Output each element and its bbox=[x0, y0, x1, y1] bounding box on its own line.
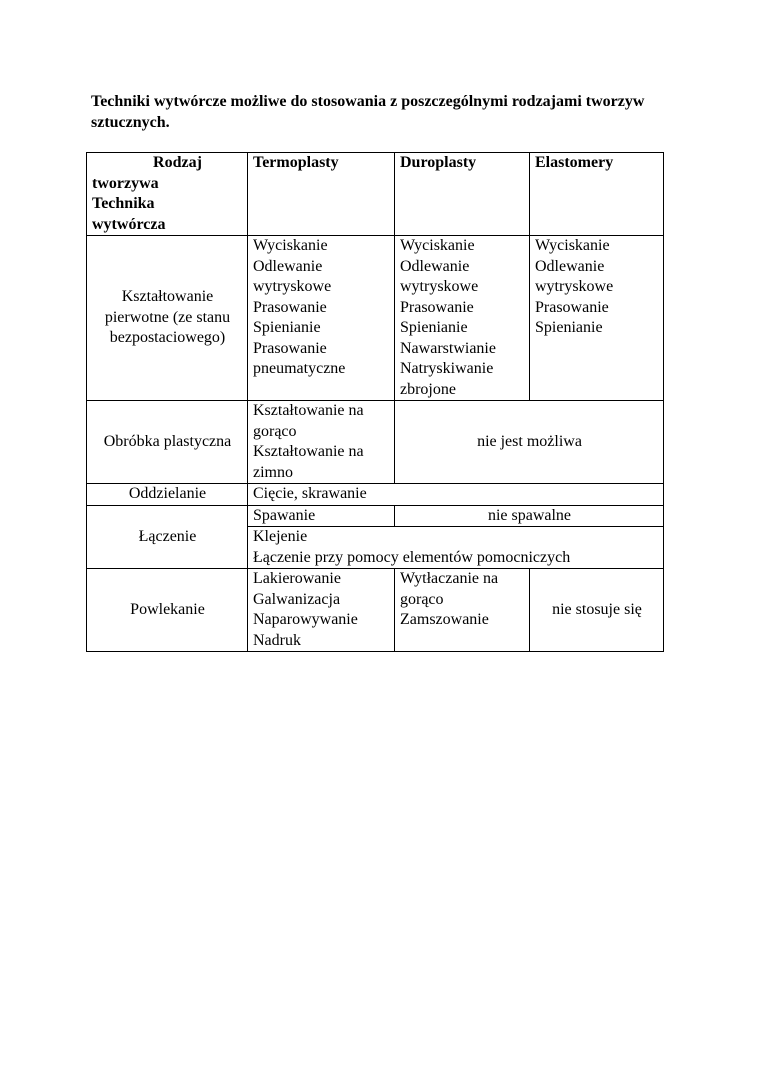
cell-obrobka-termoplasty bbox=[248, 401, 395, 484]
row-powlekanie bbox=[87, 569, 664, 652]
cell-laczenie-termoplasty: Spawanie bbox=[248, 505, 395, 527]
row-label-ksztaltowanie: Kształtowanie pierwotne (ze stanu bezpostaciowego) bbox=[87, 236, 248, 401]
cell-line: Kształtowanie na bbox=[253, 402, 364, 419]
cell-line: Prasowanie bbox=[400, 298, 474, 316]
cell-line: Wyciskanie bbox=[535, 237, 610, 254]
cell-line: Prasowanie bbox=[253, 339, 327, 357]
cell-line: Wyciskanie bbox=[253, 237, 328, 254]
cell-line: gorąco bbox=[253, 422, 297, 440]
cell-powlekanie-termoplasty bbox=[248, 569, 395, 652]
cell-line: Galwanizacja bbox=[253, 590, 341, 608]
cell-line: gorąco bbox=[400, 590, 444, 608]
cell-powlekanie-elastomery: nie stosuje się bbox=[530, 569, 664, 652]
cell-line: Nadruk bbox=[253, 631, 301, 649]
cell-line: wytryskowe bbox=[535, 278, 614, 295]
header-termoplasty: Termoplasty bbox=[248, 153, 395, 236]
cell-line: Odlewanie bbox=[253, 257, 323, 275]
cell-line: pneumatyczne bbox=[253, 360, 346, 377]
row-oddzielanie bbox=[87, 484, 664, 506]
cell-line: Naparowywanie bbox=[253, 611, 358, 628]
header-row bbox=[87, 153, 664, 236]
cell-line: Klejenie bbox=[253, 528, 308, 545]
cell-line: Kształtowanie na bbox=[253, 443, 364, 460]
row-obrobka bbox=[87, 401, 664, 484]
techniques-table bbox=[86, 152, 664, 652]
cell-line: wytryskowe bbox=[253, 278, 332, 295]
cell-laczenie-others: nie spawalne bbox=[395, 505, 664, 527]
cell-line: Prasowanie bbox=[535, 298, 609, 316]
cell-line: Lakierowanie bbox=[253, 570, 341, 587]
cell-line: Łączenie przy pomocy elementów pomocniczych bbox=[253, 548, 571, 566]
row-label-oddzielanie: Oddzielanie bbox=[87, 484, 248, 506]
cell-obrobka-others: nie jest możliwa bbox=[395, 401, 664, 484]
cell-line: Spienianie bbox=[253, 319, 321, 336]
cell-oddzielanie-all: Cięcie, skrawanie bbox=[248, 484, 664, 506]
cell-line: Prasowanie bbox=[253, 298, 327, 316]
cell-powlekanie-duroplasty bbox=[395, 569, 530, 652]
header-duroplasty: Duroplasty bbox=[395, 153, 530, 236]
cell-line: zimno bbox=[253, 463, 293, 481]
cell-line: Zamszowanie bbox=[400, 611, 489, 628]
header-elastomery: Elastomery bbox=[530, 153, 664, 236]
cell-line: Nawarstwianie bbox=[400, 339, 496, 357]
cell-ksztaltowanie-termoplasty bbox=[248, 236, 395, 401]
cell-line: Wyciskanie bbox=[400, 237, 475, 254]
row-ksztaltowanie bbox=[87, 236, 664, 401]
row-label-laczenie: Łączenie bbox=[87, 505, 248, 569]
corner-header-tworzywa: tworzywa bbox=[92, 174, 159, 192]
row-label-powlekanie: Powlekanie bbox=[87, 569, 248, 652]
document-title: Techniki wytwórcze możliwe do stosowania z poszczególnymi rodzajami tworzyw sztucznych. bbox=[91, 93, 645, 131]
cell-ksztaltowanie-elastomery bbox=[530, 236, 664, 401]
corner-header-rodzaj: Rodzaj bbox=[153, 154, 202, 171]
cell-line: Odlewanie bbox=[535, 257, 605, 275]
cell-line: Spienianie bbox=[535, 319, 603, 336]
cell-line: Spienianie bbox=[400, 319, 468, 336]
cell-laczenie-all bbox=[248, 527, 664, 569]
corner-header-wytworcza: wytwórcza bbox=[92, 215, 166, 233]
cell-line: Odlewanie bbox=[400, 257, 470, 275]
cell-line: Natryskiwanie bbox=[400, 360, 494, 377]
cell-ksztaltowanie-duroplasty bbox=[395, 236, 530, 401]
cell-line: Wytłaczanie na bbox=[400, 570, 499, 587]
cell-line: zbrojone bbox=[400, 380, 456, 398]
cell-line: wytryskowe bbox=[400, 278, 479, 295]
row-label-obrobka: Obróbka plastyczna bbox=[87, 401, 248, 484]
corner-header-cell bbox=[87, 153, 248, 236]
corner-header-technika: Technika bbox=[92, 195, 155, 212]
row-laczenie-spawanie bbox=[87, 505, 664, 527]
